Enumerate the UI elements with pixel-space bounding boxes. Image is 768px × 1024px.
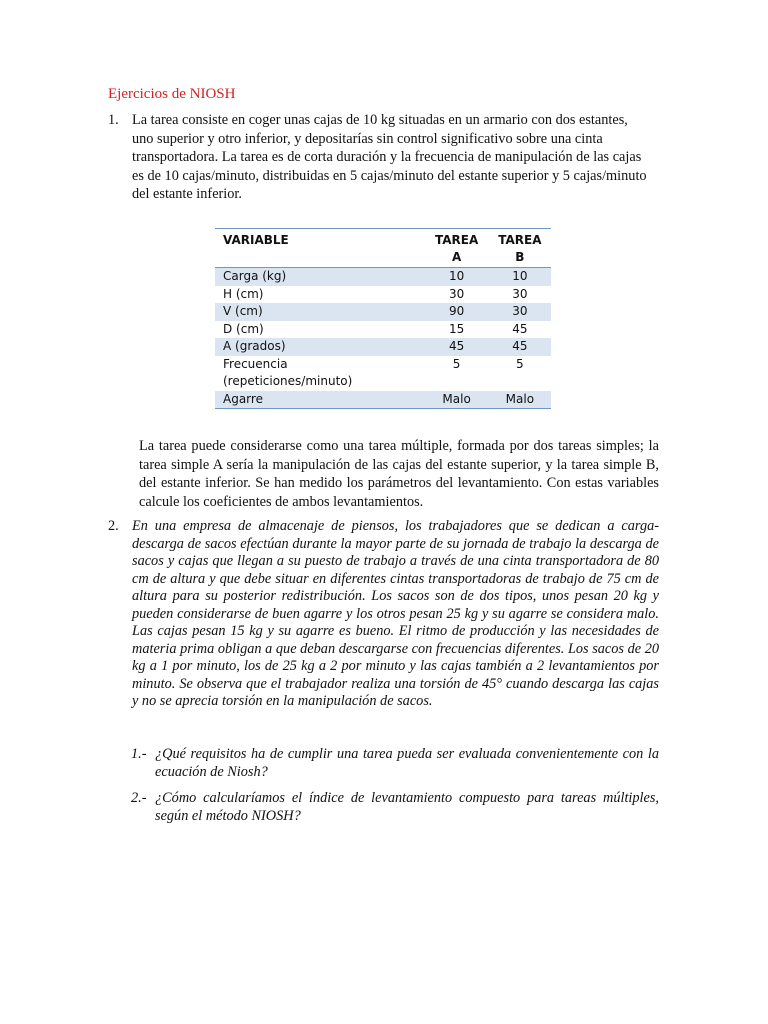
question-2-number: 2.- (131, 790, 147, 806)
table-cell: 5 (452, 356, 461, 371)
table-cell: 30 (489, 303, 551, 321)
question-1 (131, 746, 659, 781)
question-1-number: 1.- (131, 746, 147, 762)
table-header-row (215, 229, 551, 268)
variables-table (215, 228, 551, 409)
table-row (215, 268, 551, 286)
page-title: Ejercicios de NIOSH (108, 86, 236, 102)
question-1-text: ¿Qué requisitos ha de cumplir una tarea pueda ser evaluada convenientemente con la ecuación de Niosh? (155, 746, 659, 780)
table-cell: D (cm) (223, 321, 264, 336)
table-cell: Agarre (215, 391, 424, 409)
table-row (215, 303, 551, 321)
table-cell: 30 (512, 286, 528, 301)
table-cell: 45 (424, 338, 488, 356)
table-cell: Malo (424, 391, 488, 409)
table-cell: Carga (kg) (215, 268, 424, 286)
table-cell: V (cm) (215, 303, 424, 321)
exercise-2-number: 2. (108, 518, 119, 534)
table-cell: 90 (424, 303, 488, 321)
exercise-1-followup: La tarea puede considerarse como una tarea múltiple, formada por dos tareas simples; la tarea simple A sería la manipulación de las cajas del estante superior, y la tarea simple B, del estante inferior. Se han medido los parámetros del levantamiento. Con estas variables calcule los coeficientes de ambos levantamientos. (139, 438, 659, 510)
table-cell: Malo (489, 391, 551, 409)
table-cell: 5 (516, 356, 524, 371)
table-cell: 10 (489, 268, 551, 286)
table-row (215, 391, 551, 409)
table-cell: 10 (424, 268, 488, 286)
table-cell: A (grados) (215, 338, 424, 356)
table-cell: H (cm) (223, 286, 264, 301)
table-cell: 45 (512, 321, 528, 336)
exercise-1 (108, 111, 648, 204)
table-row (215, 321, 551, 339)
table-row (215, 338, 551, 356)
table-header-tarea-b: TAREA B (489, 229, 551, 268)
question-2 (131, 790, 659, 825)
table-header-variable: VARIABLE (215, 229, 424, 268)
table-row (215, 356, 551, 391)
table-cell: Frecuencia (repeticiones/minuto) (223, 356, 353, 388)
exercise-2-text: En una empresa de almacenaje de piensos, los trabajadores que se dedican a carga-descarga de sacos efectúan durante la mayor parte de su jornada de trabajo la descarga de sacos y cajas que llegan a su puesto de trabajo a través de una cinta transportadora de 80 cm de altura y que debe situar en diferentes cintas transportadoras de trabajo de 75 cm de altura para su posterior redistribución. Los sacos son de dos tipos, unos pesan 20 kg y pueden considerarse de buen agarre y los otros pesan 25 kg y su agarre se considera malo. Las cajas pesan 15 kg y su agarre es bueno. El ritmo de producción y las necesidades de materia prima obligan a que deban descargarse con frecuencias diferentes. Los sacos de 20 kg a 1 por minuto, los de 25 kg a 2 por minuto y las cajas también a 2 levantamientos por minuto. Se observa que el trabajador realiza una torsión de 45° cuando descarga las cajas y no se aprecia torsión en la manipulación de sacos. (132, 518, 659, 709)
table-cell: 30 (448, 286, 465, 301)
table-row (215, 286, 551, 304)
exercise-2 (108, 518, 659, 711)
exercise-1-number: 1. (108, 112, 119, 128)
table-cell: 15 (448, 321, 465, 336)
question-2-text: ¿Cómo calcularíamos el índice de levantamiento compuesto para tareas múltiples, según el método NIOSH? (155, 790, 659, 824)
table-header-tarea-a: TAREA A (424, 229, 488, 268)
table-cell: 45 (489, 338, 551, 356)
exercise-1-text: La tarea consiste en coger unas cajas de 10 kg situadas en un armario con dos estantes, uno superior y otro inferior, y depositarías sin control significativo sobre una cinta transportadora. La tarea es de corta duración y la frecuencia de manipulación de las cajas es de 10 cajas/minuto, distribuidas en 5 cajas/minuto del estante superior y 5 cajas/minuto del estante inferior. (132, 112, 647, 202)
